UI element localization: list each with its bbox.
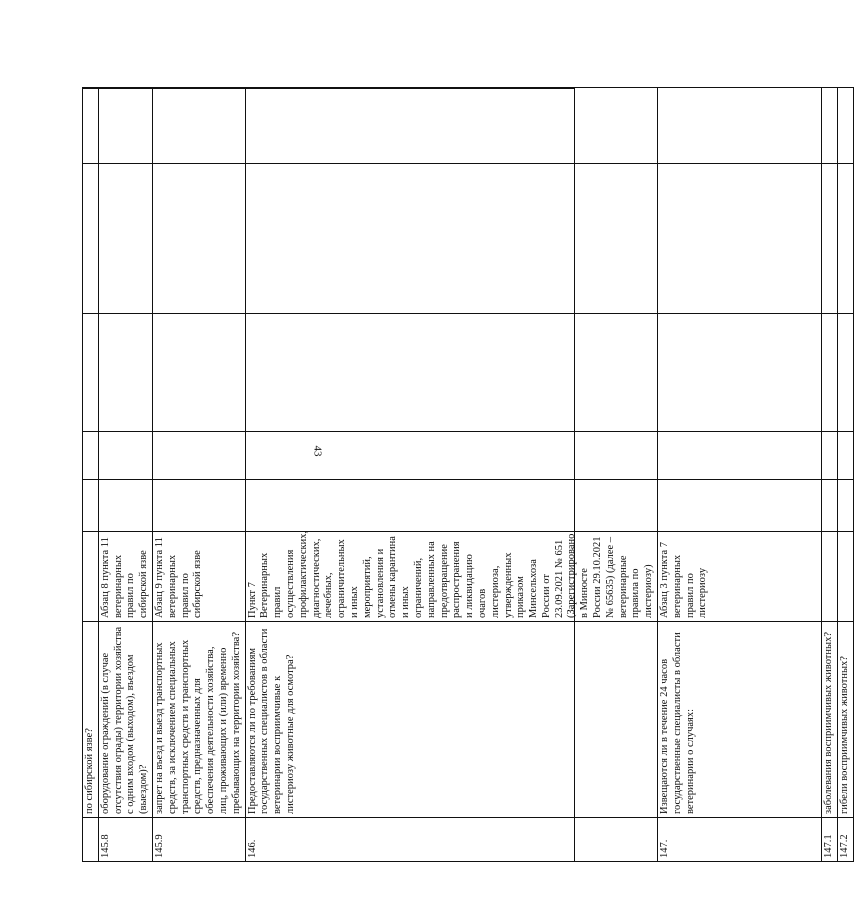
row-number: 147.1 bbox=[822, 818, 838, 862]
answer-cell-na bbox=[98, 314, 152, 432]
question-text: гибели восприимчивых животных? bbox=[838, 622, 854, 818]
table-row bbox=[838, 88, 854, 862]
question-text: заболевания восприимчивых животных? bbox=[822, 622, 838, 818]
extra-cell bbox=[152, 88, 245, 164]
answer-cell-na bbox=[152, 314, 245, 432]
answer-cell-yes bbox=[838, 480, 854, 532]
question-text: Предоставляются ли по требованиям государственных специалистов в области ветеринарии восприимчивые к листериозу животные для осмотра? bbox=[245, 622, 658, 818]
comment-cell bbox=[152, 164, 245, 314]
comment-cell bbox=[98, 164, 152, 314]
answer-cell-na bbox=[838, 314, 854, 432]
question-text: запрет на въезд и выезд транспортных средств, за исключением специальных транспортных средств и транспортных средств, предназначенных для обеспечения деятельности хозяйства, лиц, проживающих и (или) временно пребывающих на территории хозяйства? bbox=[152, 622, 245, 818]
comment-cell bbox=[822, 164, 838, 314]
answer-cell-yes bbox=[152, 480, 245, 532]
table-row bbox=[245, 88, 658, 862]
answer-cell-yes bbox=[658, 480, 822, 532]
table-row bbox=[658, 88, 822, 862]
extra-cell bbox=[83, 88, 99, 164]
row-number: 145.9 bbox=[152, 818, 245, 862]
answer-cell-yes bbox=[822, 480, 838, 532]
comment-cell bbox=[838, 164, 854, 314]
row-number: 147.2 bbox=[838, 818, 854, 862]
answer-cell-no bbox=[822, 432, 838, 480]
comment-cell bbox=[83, 164, 99, 314]
legal-reference: Абзац 3 пункта 7 ветеринарных правил по листериозу bbox=[658, 532, 822, 622]
extra-cell bbox=[822, 88, 838, 164]
legal-reference bbox=[838, 532, 854, 622]
answer-cell-yes bbox=[83, 480, 99, 532]
answer-cell-na bbox=[245, 314, 658, 432]
legal-reference: Пункт 7 Ветеринарных правил осуществления профилактических, диагностических, лечебных, ограничительных и иных мероприятий, установления и отмены карантина и иных ограничений, направленных на предотвращение распространения и ликвидацию очагов листериоза, утвержденных приказом Минсельхоза России от 23.09.2021 № 651 (Зарегистрировано в Минюсте России 29.10.2021 № 65635) (далее – ветеринарные правила по листериозу) bbox=[245, 532, 658, 622]
answer-cell-no bbox=[838, 432, 854, 480]
question-text: оборудование ограждений (в случае отсутствия ограды) территории хозяйства с одним входом (выходом), въездом (выездом)? bbox=[98, 622, 152, 818]
table-row bbox=[152, 88, 245, 862]
extra-cell bbox=[98, 88, 152, 164]
legal-reference bbox=[822, 532, 838, 622]
answer-cell-no bbox=[245, 432, 658, 480]
extra-cell bbox=[838, 88, 854, 164]
table-row bbox=[98, 88, 152, 862]
row-number: 147. bbox=[658, 818, 822, 862]
table-row bbox=[83, 88, 99, 862]
answer-cell-yes bbox=[245, 480, 658, 532]
legal-reference: Абзац 8 пункта 11 ветеринарных правил по сибирской язве bbox=[98, 532, 152, 622]
table-row bbox=[822, 88, 838, 862]
answer-cell-no bbox=[98, 432, 152, 480]
answer-cell-no bbox=[83, 432, 99, 480]
answer-cell-na bbox=[822, 314, 838, 432]
row-number bbox=[83, 818, 99, 862]
comment-cell bbox=[658, 164, 822, 314]
answer-cell-na bbox=[83, 314, 99, 432]
extra-cell bbox=[245, 88, 658, 164]
question-text: по сибирской язве? bbox=[83, 622, 99, 818]
legal-reference bbox=[83, 532, 99, 622]
question-text: Извещаются ли в течение 24 часов государственные специалисты в области ветеринарии о случаях: bbox=[658, 622, 822, 818]
page-number: 43 bbox=[311, 445, 324, 457]
legal-reference: Абзац 9 пункта 11 ветеринарных правил по сибирской язве bbox=[152, 532, 245, 622]
checklist-table bbox=[82, 87, 854, 862]
answer-cell-na bbox=[658, 314, 822, 432]
answer-cell-yes bbox=[98, 480, 152, 532]
row-number: 146. bbox=[245, 818, 658, 862]
answer-cell-no bbox=[658, 432, 822, 480]
comment-cell bbox=[245, 164, 658, 314]
answer-cell-no bbox=[152, 432, 245, 480]
rotated-table-container bbox=[82, 88, 851, 862]
extra-cell bbox=[658, 88, 822, 164]
row-number: 145.8 bbox=[98, 818, 152, 862]
